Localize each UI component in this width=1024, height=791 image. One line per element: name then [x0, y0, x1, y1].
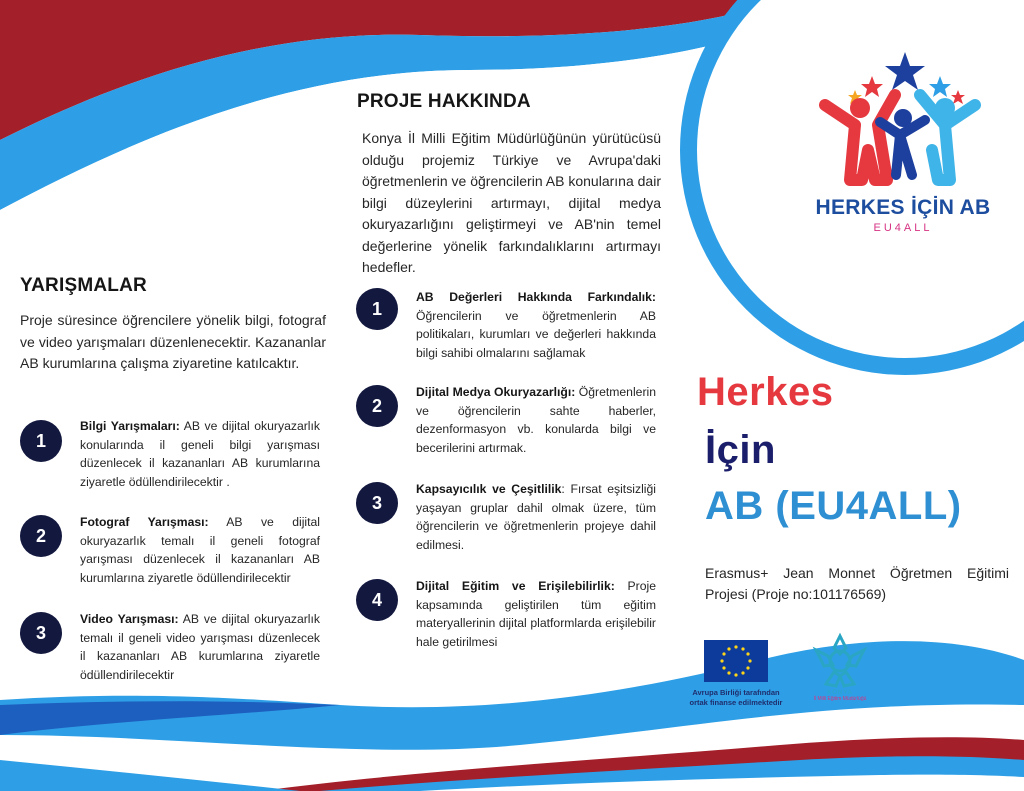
funding-caption [670, 688, 802, 708]
goal-2-title: Dijital Medya Okuryazarlığı: [416, 385, 576, 399]
goal-4-title: Dijital Eğitim ve Erişilebilirlik: [416, 579, 615, 593]
competition-2-text [80, 513, 320, 587]
cover-title-icin: İçin [705, 428, 776, 472]
goal-2-desc: Öğretmenlerin ve öğrencilerin sahte haberler, dezenformasyon vb. konularda bilgi ve becerilerini artırmak. [416, 385, 656, 455]
herkes-icin-ab-logo-figures [800, 50, 1000, 190]
konya-line-1: KONYA [827, 690, 853, 696]
goal-4-text [416, 577, 656, 651]
goal-3-title: Kapsayıcılık ve Çeşitlilik [416, 482, 562, 496]
cover-title-herkes: Herkes [697, 370, 834, 414]
goal-2-badge: 2 [356, 385, 398, 427]
eu-flag [704, 640, 768, 682]
competition-1-text [80, 417, 320, 491]
competition-2-title: Fotograf Yarışması: [80, 515, 209, 529]
cover-title-ab: AB (EU4ALL) [705, 484, 962, 528]
goal-4-badge: 4 [356, 579, 398, 621]
funding-line-2: ortak finanse edilmektedir [689, 698, 783, 707]
competition-1-badge: 1 [20, 420, 62, 462]
about-heading: PROJE HAKKINDA [357, 91, 531, 112]
competition-1-desc: AB ve dijital okuryazarlık konularında il geneli bilgi yarışması düzenlecek il kazananları AB kurumlarına ziyaretle ödüllendirilecektir . [80, 419, 320, 489]
project-info: Erasmus+ Jean Monnet Öğretmen Eğitimi Projesi (Proje no:101176569) [705, 565, 1009, 602]
konya-caption [800, 690, 880, 702]
konya-line-2: İl Milli Eğitim Müdürlüğü [813, 696, 867, 702]
about-text: Konya İl Milli Eğitim Müdürlüğünün yürütücüsü olduğu projemiz Türkiye ve Avrupa'daki öğretmenlerin ve öğrencilerin AB konularına dair bilgi düzeylerini artırmayı, dijital medya okuryazarlığını geliştirmeyi ve AB'nin temel değerlerine yönelik farkındalıklarını artırmayı hedefler. [362, 130, 661, 275]
competition-2-badge: 2 [20, 515, 62, 557]
goal-1-badge: 1 [356, 288, 398, 330]
goal-3-desc: : Fırsat eşitsizliği yaşayan gruplar dahil olmak üzere, tüm öğrencilerin ve öğretmenlerin projeye dahil edilmesi. [416, 482, 656, 552]
goal-1-desc: Öğrencilerin ve öğretmenlerin AB politikaları, kurumları ve değerleri hakkında bilgi sahibi olmalarını sağlamak [416, 308, 656, 360]
logo-title: HERKES İÇİN AB [815, 196, 991, 219]
funding-line-1: Avrupa Birliği tarafından [692, 688, 780, 697]
competition-1-title: Bilgi Yarışmaları: [80, 419, 180, 433]
goal-1-text [416, 288, 656, 362]
competitions-heading: YARIŞMALAR [20, 275, 147, 296]
goal-3-badge: 3 [356, 482, 398, 524]
competition-3-badge: 3 [20, 612, 62, 654]
competitions-intro: Proje süresince öğrencilere yönelik bilgi, fotograf ve video yarışmaları düzenlenecektir. Kazananlar AB kurumlarına çalışma ziyaretine katılcaktır. [20, 312, 326, 371]
konya-meb-logo [810, 632, 870, 690]
goal-3-text [416, 480, 656, 554]
goal-2-text [416, 383, 656, 457]
competition-3-text [80, 610, 320, 684]
competition-3-desc: AB ve dijital okuryazarlık temalı il geneli video yarışması düzenlecek il kazananları AB kurumlarına ziyaretle ödüllendirilecektir [80, 612, 320, 682]
competition-2-desc: AB ve dijital okuryazarlık temalı il geneli fotograf yarışması düzenlecek il kazananları AB kurumlarına ziyaretle ödüllendirilecektir [80, 515, 321, 585]
competition-3-title: Video Yarışması: [80, 612, 179, 626]
logo-subtitle: EU4ALL [873, 222, 933, 234]
goal-4-desc: Proje kapsamında geliştirilen tüm eğitim materyallerinin dijital platformlarda erişilebilir hale getirilmesi [416, 579, 656, 649]
goal-1-title: AB Değerleri Hakkında Farkındalık: [416, 290, 656, 304]
